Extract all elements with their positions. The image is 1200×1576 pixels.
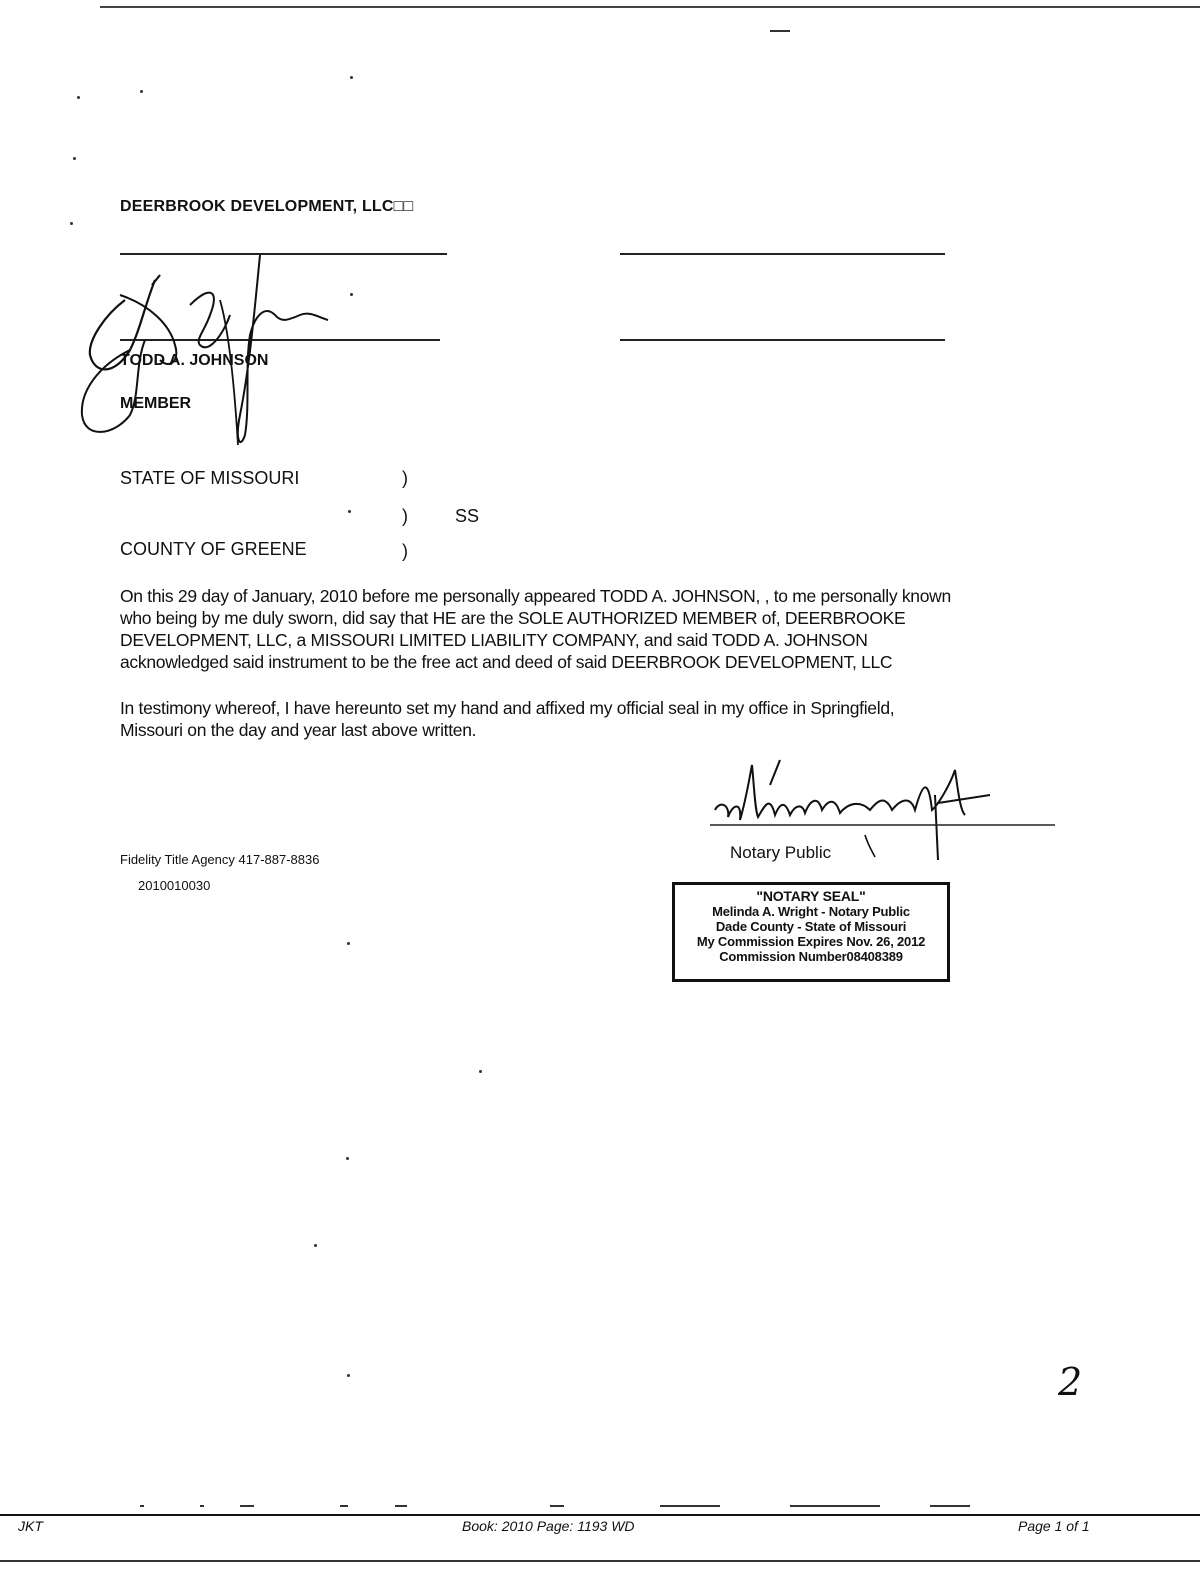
notary-public-label: Notary Public [730,843,832,862]
company-name: DEERBROOK DEVELOPMENT, LLC□□ [120,198,414,215]
venue-paren-3: ) [402,541,408,561]
footer-rule [0,1514,1200,1516]
acknowledgment-line: who being by me duly sworn, did say that HE are the SOLE AUTHORIZED MEMBER of, DEERBROOKE [120,608,906,628]
acknowledgment-paragraph [120,585,1080,673]
notary-seal-stamp [672,882,950,982]
signature-line-right-1 [620,253,945,255]
bottom-rule [0,1560,1200,1562]
seal-heading: "NOTARY SEAL" [756,888,866,904]
acknowledgment-line: acknowledged said instrument to be the free act and deed of said DEERBROOK DEVELOPMENT, LLC [120,652,893,672]
venue-paren-2: ) [402,506,408,526]
scan-speck [140,90,143,93]
scan-speck [70,222,73,225]
scan-speck [348,510,351,513]
seal-line: My Commission Expires Nov. 26, 2012 [696,934,926,949]
footer-page-count: Page 1 of 1 [1018,1518,1090,1534]
testimony-line: In testimony whereof, I have hereunto set my hand and affixed my official seal in my office in Springfield, [120,698,895,718]
signer-name: TODD A. JOHNSON [120,352,269,369]
title-agency: Fidelity Title Agency 417-887-8836 [120,852,320,867]
scan-speck [346,1157,349,1160]
acknowledgment-line: DEVELOPMENT, LLC, a MISSOURI LIMITED LIABILITY COMPANY, and said TODD A. JOHNSON [120,630,868,650]
scan-speck [479,1070,482,1073]
testimony-paragraph [120,697,1080,741]
venue-paren-1: ) [402,468,408,488]
file-number: 2010010030 [138,878,211,893]
signature-line-right-2 [620,339,945,341]
footer-initials: JKT [18,1518,43,1534]
scan-speck [350,76,353,79]
scan-speck [350,293,353,296]
member-signature [60,245,350,460]
scan-speck [73,157,76,160]
scan-speck [314,1244,317,1247]
acknowledgment-line: On this 29 day of January, 2010 before me personally appeared TODD A. JOHNSON, , to me personally known [120,586,951,606]
signer-title: MEMBER [120,395,192,412]
venue-state: STATE OF MISSOURI [120,468,300,488]
handwritten-page-mark: 2 [1058,1360,1083,1404]
scan-dashes [130,1505,970,1509]
footer-book-page: Book: 2010 Page: 1193 WD [462,1518,635,1534]
testimony-line: Missouri on the day and year last above written. [120,720,477,740]
scan-speck [347,942,350,945]
seal-line: Dade County - State of Missouri [715,919,907,934]
top-rule [100,6,1200,8]
seal-line: Melinda A. Wright - Notary Public [712,904,910,919]
venue-ss: SS [455,506,480,526]
seal-line: Commission Number08408389 [719,949,903,964]
venue-county: COUNTY OF GREENE [120,539,307,559]
scan-speck [347,1374,350,1377]
scan-speck [77,96,80,99]
scan-mark-top [770,30,790,32]
